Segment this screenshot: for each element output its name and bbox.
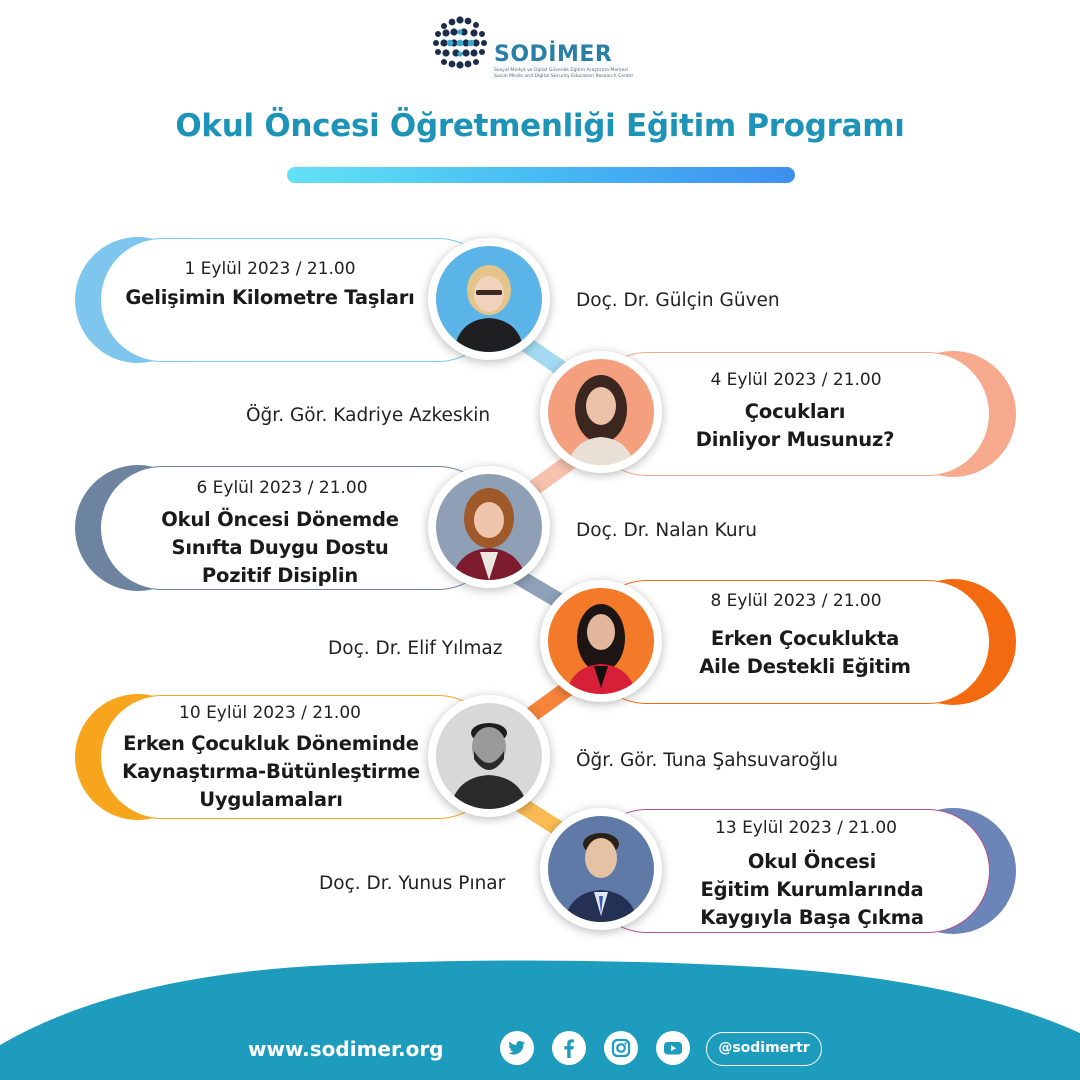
event-3-photo — [428, 466, 550, 588]
website-link[interactable]: www.sodimer.org — [248, 1037, 444, 1061]
speaker-photo-tuna-sahsuvaroglu — [436, 703, 542, 809]
event-5-date: 10 Eylül 2023 / 21.00 — [179, 703, 361, 723]
event-2-title: Çocukları Dinliyor Musunuz? — [695, 400, 895, 451]
event-3-title: Okul Öncesi Dönemde Sınıfta Duygu Dostu Pozitif Disiplin — [161, 508, 399, 587]
brand-name: SODİMER — [494, 42, 613, 67]
speaker-photo-gulcin-guven — [436, 246, 542, 352]
social-handle[interactable]: @sodimertr — [706, 1032, 822, 1066]
event-2-date: 4 Eylül 2023 / 21.00 — [710, 370, 882, 390]
brand-subtitle-tr: Sosyal Medya ve Dijital Güvenlik Eğitim Araştırma Merkezi — [494, 68, 629, 73]
speaker-photo-elif-yilmaz — [548, 588, 654, 694]
footer-wave-background — [0, 945, 1080, 1080]
speaker-photo-yunus-pinar — [548, 816, 654, 922]
facebook-button[interactable] — [552, 1031, 586, 1065]
youtube-button[interactable] — [656, 1031, 690, 1065]
event-6-photo — [540, 808, 662, 930]
event-3-speaker: Doç. Dr. Nalan Kuru — [576, 520, 757, 541]
event-6-date: 13 Eylül 2023 / 21.00 — [715, 818, 897, 838]
speaker-photo-kadriye-azkeskin — [548, 359, 654, 465]
instagram-button[interactable] — [604, 1031, 638, 1065]
speaker-photo-nalan-kuru — [436, 474, 542, 580]
page-title: Okul Öncesi Öğretmenliği Eğitim Programı — [175, 108, 905, 144]
event-5-photo — [428, 695, 550, 817]
event-5-speaker: Öğr. Gör. Tuna Şahsuvaroğlu — [576, 750, 839, 771]
twitter-button[interactable] — [500, 1031, 534, 1065]
footer — [0, 945, 1080, 1080]
twitter-icon — [500, 1031, 534, 1065]
event-1-photo — [428, 238, 550, 360]
event-6-title: Okul Öncesi Eğitim Kurumlarında Kaygıyla Başa Çıkma — [700, 850, 924, 929]
event-4-photo — [540, 580, 662, 702]
event-1-speaker: Doç. Dr. Gülçin Güven — [576, 290, 780, 311]
instagram-icon — [604, 1031, 638, 1065]
facebook-icon — [552, 1031, 586, 1065]
event-3-date: 6 Eylül 2023 / 21.00 — [196, 478, 368, 498]
event-2-speaker: Öğr. Gör. Kadriye Azkeskin — [246, 405, 491, 426]
event-4-title: Erken Çocuklukta Aile Destekli Eğitim — [699, 627, 911, 678]
brand-subtitle-en: Social Media and Digital Security Education Research Center — [494, 74, 634, 79]
youtube-icon — [656, 1031, 690, 1065]
event-4-date: 8 Eylül 2023 / 21.00 — [710, 591, 882, 611]
event-6-speaker: Doç. Dr. Yunus Pınar — [319, 873, 506, 894]
event-5-title: Erken Çocukluk Döneminde Kaynaştırma-Bütünleştirme Uygulamaları — [122, 732, 420, 811]
event-1-title: Gelişimin Kilometre Taşları — [125, 286, 415, 309]
event-4-speaker: Doç. Dr. Elif Yılmaz — [328, 638, 503, 659]
event-1-date: 1 Eylül 2023 / 21.00 — [184, 259, 356, 279]
event-2-photo — [540, 351, 662, 473]
